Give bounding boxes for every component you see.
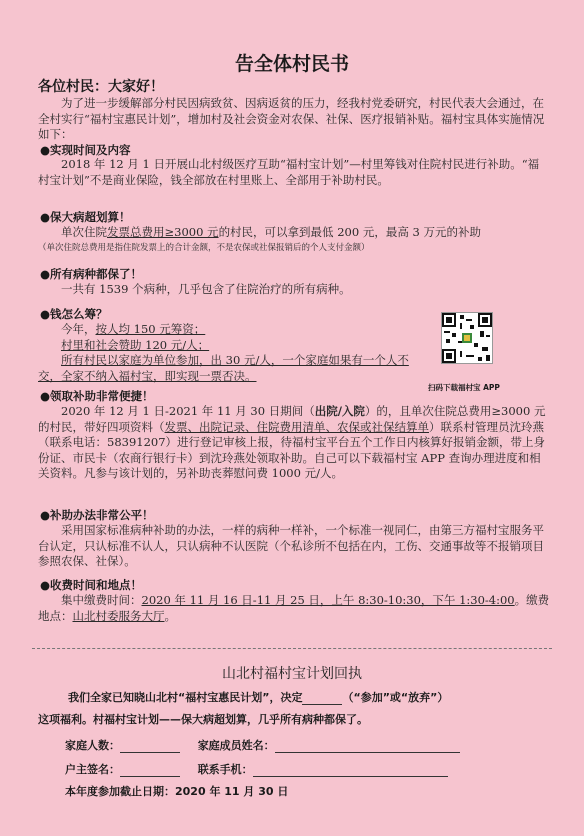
section-claim-text: 2020 年 12 月 1 日-2021 年 11 月 30 日期间（出院/入院）的，且单次住院总费用≥3000 元的村民，带好四项资料（发票、出院记录、住院费用清单、农保或社保结算单）联系村管理员沈玲燕（联系电话：58391207）进行登记审核上报，待福村宝平台五个工作日内核算好报销金额，带上身份证、市民卡（农商行银行卡）到沈玲燕处领取补助。自己可以下载福村宝 APP 查询办理进度和相关资料。凡参与该计划的，另补助丧葬慰问费 1000 元/人。 <box>38 404 546 480</box>
receipt-statement: 这项福利。村福村宝计划——保大病超划算，几乎所有病种都保了。 <box>38 713 368 726</box>
section-diseases-heading: ●所有病种都保了！ <box>40 267 143 281</box>
decision-blank[interactable] <box>302 692 342 705</box>
qr-code[interactable] <box>441 312 493 364</box>
family-count-field[interactable] <box>120 740 180 753</box>
signature-field[interactable] <box>120 764 180 777</box>
section-coverage-note: （单次住院总费用是指住院发票上的合计金额，不是农保或社保报销后的个人支付金额） <box>38 243 370 253</box>
funding-line-2: 村里和社会赞助 120 元/人； <box>61 338 210 352</box>
section-time-text: 2018 年 12 月 1 日开展山北村级医疗互助“福村宝计划”—村里筹钱对住院村民进行补助。“福村宝计划”不是商业保险，钱全部放在村里账上、全部用于补助村民。 <box>38 157 540 187</box>
receipt-decision-line: 我们全家已知晓山北村“福村宝惠民计划”，决定 （“参加”或“放弃”） <box>68 691 449 704</box>
qr-caption: 扫码下载福村宝 APP <box>428 383 500 392</box>
receipt-family-row: 家庭人数： 家庭成员姓名： <box>65 737 460 753</box>
section-fair-heading: ●补助办法非常公平！ <box>40 508 154 522</box>
qr-code-icon <box>442 313 492 363</box>
section-time-heading: ●实现时间及内容 <box>40 143 131 157</box>
section-diseases-text: 一共有 1539 个病种，几乎包含了住院治疗的所有病种。 <box>61 282 351 296</box>
section-coverage-text: 单次住院发票总费用≥3000 元的村民，可以拿到最低 200 元，最高 3 万元的补助 <box>61 225 481 239</box>
section-payment-text: 集中缴费时间：2020 年 11 月 16 日-11 月 25 日，上午 8:30-10:30，下午 1:30-4:00。缴费地点：山北村委服务大厅。 <box>38 593 550 623</box>
section-payment-heading: ●收费时间和地点！ <box>40 578 143 592</box>
receipt-signature-row: 户主签名： 联系手机： <box>65 761 448 777</box>
family-names-field[interactable] <box>275 740 460 753</box>
cost-threshold: 发票总费用≥3000 元 <box>107 225 219 239</box>
funding-line-3: 所有村民以家庭为单位参加，出 30 元/人，一个家庭如果有一个人不交，全家不纳入福村宝，即实现一票否决。 <box>38 353 409 383</box>
receipt-title: 山北村福村宝计划回执 <box>222 666 362 682</box>
funding-line-1: 今年，按人均 150 元筹资； <box>61 322 206 336</box>
section-coverage-heading: ●保大病超划算！ <box>40 210 131 224</box>
cut-line <box>32 648 552 649</box>
page-title: 告全体村民书 <box>234 53 349 75</box>
section-fair-text: 采用国家标准病种补助的办法，一样的病种一样补，一个标准一视同仁，由第三方福村宝服务平台认定，只认标准不认人，只认病种不认医院（个私诊所不包括在内，工伤、交通事故等不报销项目参照农保、社保）。 <box>38 523 544 568</box>
receipt-deadline: 本年度参加截止日期：2020 年 11 月 30 日 <box>65 785 289 798</box>
section-funding-heading: ●钱怎么筹？ <box>40 307 108 321</box>
greeting: 各位村民：大家好！ <box>38 79 164 95</box>
intro-paragraph: 为了进一步缓解部分村民因病致贫、因病返贫的压力，经我村党委研究，村民代表大会通过，在全村实行“福村宝惠民计划”，增加村及社会资金对农保、社保、医疗报销补贴。福村宝具体实施情况如下： <box>38 96 545 141</box>
phone-field[interactable] <box>253 764 448 777</box>
section-claim-heading: ●领取补助非常便捷！ <box>40 389 154 403</box>
